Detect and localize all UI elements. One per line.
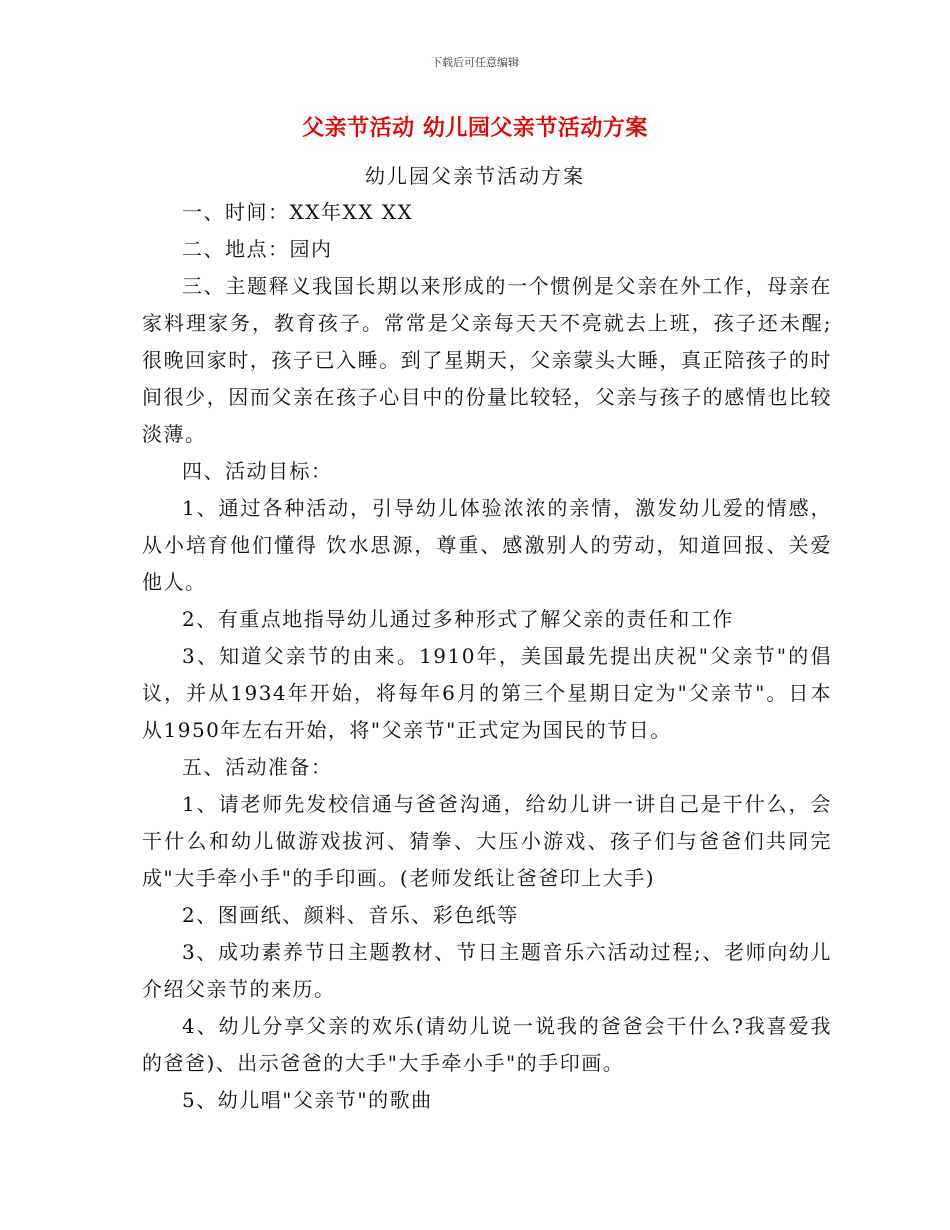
heading-goals: 四、活动目标： [182,459,333,483]
paragraph-goal-1: 1、通过各种活动，引导幼儿体验浓浓的亲情，激发幼儿爱的情感，从小培育他们懂得 饮水思源，尊重、感激别人的劳动，知道回报、关爱他人。 [142,496,832,594]
heading-preparation: 五、活动准备： [182,755,333,779]
paragraph-goal-2: 2、有重点地指导幼儿通过多种形式了解父亲的责任和工作 [182,607,734,631]
paragraph-theme: 三、主题释义我国长期以来形成的一个惯例是父亲在外工作，母亲在家料理家务，教育孩子。常常是父亲每天天不亮就去上班，孩子还未醒;很晚回家时，孩子已入睡。到了星期天，父亲蒙头大睡，真正陪孩子的时间很少，因而父亲在孩子心目中的份量比较轻，父亲与孩子的感情也比较淡薄。 [142,274,832,446]
document-subtitle: 幼儿园父亲节活动方案 [365,164,585,188]
paragraph-location: 二、地点：园内 [182,237,333,261]
document-title: 父亲节活动 幼儿园父亲节活动方案 [302,115,648,141]
paragraph-prep-5: 5、幼儿唱"父亲节"的歌曲 [182,1088,433,1112]
header-note: 下载后可任意编辑 [431,56,519,69]
paragraph-goal-3: 3、知道父亲节的由来。1910年，美国最先提出庆祝"父亲节"的倡议，并从1934年开始，将每年6月的第三个星期日定为"父亲节"。日本从1950年左右开始，将"父亲节"正式定为国民的节日。 [142,644,832,742]
paragraph-prep-3: 3、成功素养节日主题教材、节日主题音乐六活动过程;、老师向幼儿介绍父亲节的来历。 [142,940,832,1001]
paragraph-prep-1: 1、请老师先发校信通与爸爸沟通，给幼儿讲一讲自己是干什么，会干什么和幼儿做游戏拔河、猜拳、大压小游戏、孩子们与爸爸们共同完成"大手牵小手"的手印画。(老师发纸让爸爸印上大手) [142,792,832,890]
paragraph-prep-4: 4、幼儿分享父亲的欢乐(请幼儿说一说我的爸爸会干什么?我喜爱我的爸爸)、出示爸爸的大手"大手牵小手"的手印画。 [142,1014,832,1075]
paragraph-time: 一、时间：XX年XX XX [182,200,414,224]
paragraph-prep-2: 2、图画纸、颜料、音乐、彩色纸等 [182,903,519,927]
document-body [142,194,832,1119]
